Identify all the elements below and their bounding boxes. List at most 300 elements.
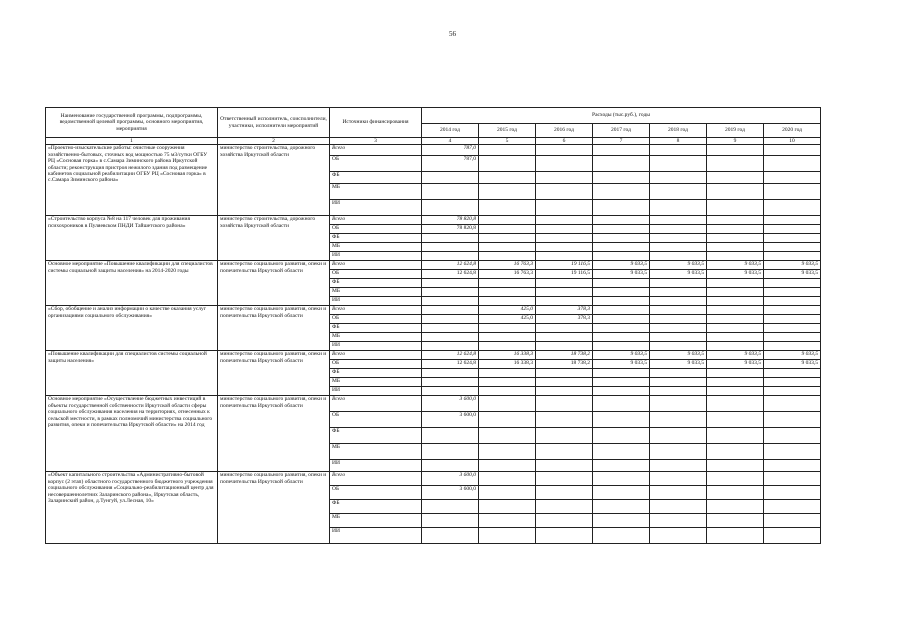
amount-cell: [422, 369, 479, 378]
amount-cell: 9 033,5: [707, 360, 764, 369]
funding-source: МБ: [330, 288, 422, 297]
amount-cell: [764, 216, 821, 225]
funding-source: МБ: [330, 333, 422, 342]
amount-cell: [707, 369, 764, 378]
amount-cell: [536, 528, 593, 544]
amount-cell: [650, 387, 707, 396]
amount-cell: [536, 333, 593, 342]
amount-cell: [707, 500, 764, 514]
amount-cell: [650, 500, 707, 514]
amount-cell: [650, 234, 707, 243]
header-year: 2019 год: [707, 124, 764, 138]
header-responsible: Ответственный исполнитель, соисполнители, участники, исполнители мероприятий: [218, 108, 330, 138]
amount-cell: [650, 324, 707, 333]
amount-cell: 19 116,5: [536, 270, 593, 279]
amount-cell: 3 600,0: [422, 412, 479, 428]
header-year: 2016 год: [536, 124, 593, 138]
funding-source: МБ: [330, 243, 422, 252]
amount-cell: [593, 369, 650, 378]
amount-cell: [479, 528, 536, 544]
funding-source: Всего: [330, 261, 422, 270]
amount-cell: [650, 486, 707, 500]
column-number: 2: [218, 138, 330, 145]
amount-cell: [422, 306, 479, 315]
amount-cell: 12 624,8: [422, 270, 479, 279]
amount-cell: [707, 333, 764, 342]
amount-cell: 9 033,5: [650, 360, 707, 369]
amount-cell: [593, 145, 650, 156]
amount-cell: [536, 369, 593, 378]
amount-cell: 9 033,5: [650, 351, 707, 360]
amount-cell: [764, 306, 821, 315]
amount-cell: [479, 514, 536, 528]
amount-cell: [650, 412, 707, 428]
amount-cell: [593, 378, 650, 387]
amount-cell: 787,0: [422, 145, 479, 156]
item-responsible: министерство социального развития, опеки и попечительства Иркутской области: [218, 261, 330, 306]
amount-cell: [479, 252, 536, 261]
amount-cell: [764, 297, 821, 306]
funding-source: МБ: [330, 378, 422, 387]
amount-cell: [764, 428, 821, 444]
amount-cell: [479, 460, 536, 472]
amount-cell: [536, 279, 593, 288]
amount-cell: 3 600,0: [422, 486, 479, 500]
item-name: Основное мероприятие «Осуществление бюджетных инвестиций в объекты государственной собственности Иркутской области сферы социального обслуживания населения на территориях, отнесенных к сельской местности, в рамках полномочий министерства социального развития, опеки и попечительства Иркутской области» на 2014 год: [46, 396, 218, 472]
amount-cell: 16 338,3: [479, 351, 536, 360]
item-name: «Сбор, обобщение и анализ информации о качестве оказания услуг организациями социального обслуживания»: [46, 306, 218, 351]
amount-cell: [536, 324, 593, 333]
amount-cell: [422, 514, 479, 528]
header-sources: Источники финансирования: [330, 108, 422, 138]
amount-cell: [422, 252, 479, 261]
amount-cell: [536, 444, 593, 460]
amount-cell: [650, 315, 707, 324]
funding-source: ИИ: [330, 297, 422, 306]
header-year: 2014 год: [422, 124, 479, 138]
amount-cell: [764, 234, 821, 243]
amount-cell: [764, 460, 821, 472]
column-number-row: [46, 138, 821, 145]
amount-cell: [593, 342, 650, 351]
amount-cell: [422, 297, 479, 306]
amount-cell: [593, 486, 650, 500]
amount-cell: 3 600,0: [422, 396, 479, 412]
amount-cell: [707, 460, 764, 472]
column-number: 7: [593, 138, 650, 145]
amount-cell: [764, 396, 821, 412]
header-year: 2020 год: [764, 124, 821, 138]
amount-cell: [536, 172, 593, 184]
amount-cell: [764, 200, 821, 216]
amount-cell: 9 033,5: [593, 261, 650, 270]
amount-cell: 16 338,3: [479, 360, 536, 369]
funding-source: МБ: [330, 514, 422, 528]
amount-cell: [707, 387, 764, 396]
amount-cell: [479, 412, 536, 428]
table-row: [46, 396, 821, 412]
amount-cell: 9 033,5: [707, 270, 764, 279]
amount-cell: [479, 378, 536, 387]
amount-cell: [707, 528, 764, 544]
amount-cell: [593, 324, 650, 333]
amount-cell: [422, 428, 479, 444]
amount-cell: [593, 333, 650, 342]
amount-cell: [764, 156, 821, 172]
amount-cell: [422, 378, 479, 387]
amount-cell: [707, 172, 764, 184]
amount-cell: 9 033,5: [593, 351, 650, 360]
amount-cell: [593, 306, 650, 315]
amount-cell: [764, 387, 821, 396]
amount-cell: [707, 315, 764, 324]
amount-cell: [422, 279, 479, 288]
item-name: «Проектно-изыскательские работы: очистные сооружения хозяйственно-бытовых, сточных вод мощностью 75 м3/сутки ОГБУ РЦ «Сосновая горка» в с.Самара Зиминского района Иркутской области; реконструкция пристроя нежилого здания под размещение кабинетов социальной реабилитации ОГБУ РЦ «Сосновая горка» в с.Самара Зиминского района»: [46, 145, 218, 216]
amount-cell: [650, 156, 707, 172]
amount-cell: [422, 444, 479, 460]
amount-cell: [650, 514, 707, 528]
table-row: [46, 261, 821, 270]
amount-cell: [479, 472, 536, 486]
amount-cell: 9 033,5: [593, 270, 650, 279]
amount-cell: [479, 369, 536, 378]
amount-cell: [764, 472, 821, 486]
amount-cell: [764, 252, 821, 261]
amount-cell: [536, 486, 593, 500]
funding-source: ФБ: [330, 324, 422, 333]
amount-cell: [422, 243, 479, 252]
funding-source: ФБ: [330, 369, 422, 378]
funding-source: ФБ: [330, 279, 422, 288]
funding-source: ФБ: [330, 500, 422, 514]
funding-source: ИИ: [330, 460, 422, 472]
amount-cell: 9 033,5: [764, 261, 821, 270]
amount-cell: [536, 252, 593, 261]
header-year: 2018 год: [650, 124, 707, 138]
amount-cell: [422, 333, 479, 342]
amount-cell: [707, 243, 764, 252]
amount-cell: [707, 156, 764, 172]
amount-cell: [422, 234, 479, 243]
header-year: 2015 год: [479, 124, 536, 138]
amount-cell: 9 033,5: [650, 270, 707, 279]
amount-cell: 12 624,8: [422, 360, 479, 369]
amount-cell: [707, 184, 764, 200]
amount-cell: [650, 243, 707, 252]
item-name: Основное мероприятие «Повышение квалификации для специалистов системы социальной защиты населения» на 2014-2020 годы: [46, 261, 218, 306]
amount-cell: [479, 324, 536, 333]
amount-cell: [536, 216, 593, 225]
amount-cell: [593, 387, 650, 396]
amount-cell: [479, 243, 536, 252]
funding-source: ОБ: [330, 486, 422, 500]
amount-cell: [593, 252, 650, 261]
amount-cell: [593, 172, 650, 184]
amount-cell: [650, 342, 707, 351]
amount-cell: [650, 396, 707, 412]
funding-source: Всего: [330, 396, 422, 412]
amount-cell: [650, 200, 707, 216]
funding-source: ОБ: [330, 315, 422, 324]
amount-cell: [536, 396, 593, 412]
amount-cell: [536, 200, 593, 216]
amount-cell: [422, 200, 479, 216]
amount-cell: [650, 216, 707, 225]
item-name: «Строительство корпуса №8 на 117 человек для проживания психохроников в Пуляевском ПНДИ Тайшетского района»: [46, 216, 218, 261]
amount-cell: [650, 444, 707, 460]
amount-cell: [707, 225, 764, 234]
amount-cell: [593, 243, 650, 252]
amount-cell: [764, 145, 821, 156]
table-row: [46, 351, 821, 360]
amount-cell: [650, 428, 707, 444]
amount-cell: [650, 297, 707, 306]
amount-cell: [536, 472, 593, 486]
amount-cell: [593, 297, 650, 306]
amount-cell: [593, 156, 650, 172]
amount-cell: 9 033,5: [764, 360, 821, 369]
amount-cell: [764, 184, 821, 200]
funding-source: ОБ: [330, 225, 422, 234]
amount-cell: [764, 514, 821, 528]
amount-cell: [764, 378, 821, 387]
funding-source: Всего: [330, 145, 422, 156]
amount-cell: [707, 486, 764, 500]
amount-cell: [764, 528, 821, 544]
amount-cell: [536, 387, 593, 396]
amount-cell: [764, 342, 821, 351]
amount-cell: [422, 324, 479, 333]
amount-cell: [650, 460, 707, 472]
column-number: 3: [330, 138, 422, 145]
amount-cell: [593, 200, 650, 216]
amount-cell: [707, 234, 764, 243]
amount-cell: [593, 396, 650, 412]
funding-source: ИИ: [330, 387, 422, 396]
amount-cell: [650, 279, 707, 288]
amount-cell: [479, 234, 536, 243]
amount-cell: 9 033,5: [764, 270, 821, 279]
amount-cell: [650, 225, 707, 234]
header-expenses: Расходы (тыс.руб.), годы: [422, 108, 821, 124]
funding-source: ИИ: [330, 200, 422, 216]
amount-cell: [650, 145, 707, 156]
amount-cell: [764, 324, 821, 333]
amount-cell: [707, 200, 764, 216]
amount-cell: 9 033,5: [593, 360, 650, 369]
amount-cell: [764, 243, 821, 252]
amount-cell: [650, 172, 707, 184]
amount-cell: [593, 216, 650, 225]
header-name: Наименование государственной программы, подпрограммы, ведомственной целевой программы, основного мероприятия, мероприятия: [46, 108, 218, 138]
amount-cell: [536, 460, 593, 472]
expenditure-table: [45, 107, 821, 544]
amount-cell: [707, 412, 764, 428]
item-responsible: министерство социального развития, опеки и попечительства Иркутской области: [218, 306, 330, 351]
amount-cell: [479, 342, 536, 351]
funding-source: ОБ: [330, 270, 422, 279]
amount-cell: [650, 528, 707, 544]
amount-cell: [593, 288, 650, 297]
amount-cell: [479, 225, 536, 234]
amount-cell: [764, 444, 821, 460]
amount-cell: [707, 396, 764, 412]
funding-source: ОБ: [330, 156, 422, 172]
item-name: «Повышение квалификации для специалистов системы социальной защиты населения»: [46, 351, 218, 396]
header-year: 2017 год: [593, 124, 650, 138]
amount-cell: 3 600,0: [422, 472, 479, 486]
amount-cell: [422, 528, 479, 544]
amount-cell: [707, 324, 764, 333]
amount-cell: [536, 500, 593, 514]
amount-cell: [707, 428, 764, 444]
amount-cell: [593, 500, 650, 514]
amount-cell: [593, 514, 650, 528]
amount-cell: [479, 200, 536, 216]
funding-source: ФБ: [330, 234, 422, 243]
column-number: 10: [764, 138, 821, 145]
amount-cell: [536, 243, 593, 252]
column-number: 5: [479, 138, 536, 145]
funding-source: Всего: [330, 216, 422, 225]
item-responsible: министерство социального развития, опеки и попечительства Иркутской области: [218, 351, 330, 396]
amount-cell: [536, 412, 593, 428]
amount-cell: 425,0: [479, 315, 536, 324]
amount-cell: 425,0: [479, 306, 536, 315]
funding-source: ИИ: [330, 252, 422, 261]
funding-source: ИИ: [330, 528, 422, 544]
amount-cell: [707, 472, 764, 486]
amount-cell: [422, 500, 479, 514]
amount-cell: [422, 460, 479, 472]
amount-cell: [650, 369, 707, 378]
amount-cell: [764, 333, 821, 342]
amount-cell: [764, 500, 821, 514]
funding-source: Всего: [330, 351, 422, 360]
amount-cell: [707, 279, 764, 288]
amount-cell: [479, 145, 536, 156]
amount-cell: [593, 472, 650, 486]
funding-source: ОБ: [330, 412, 422, 428]
amount-cell: [479, 279, 536, 288]
amount-cell: [479, 156, 536, 172]
amount-cell: [764, 486, 821, 500]
item-name: «Объект капитального строительства «Административно-бытовой корпус (2 этап) областного государственного бюджетного учреждения социального обслуживания «Социально-реабилитационный центр для несовершеннолетних Заларинского района», Иркутская область, Заларинский район, д.Тунгуй, ул.Лесная, 10»: [46, 472, 218, 544]
funding-source: ОБ: [330, 360, 422, 369]
column-number: 8: [650, 138, 707, 145]
amount-cell: [707, 342, 764, 351]
funding-source: Всего: [330, 306, 422, 315]
amount-cell: [479, 486, 536, 500]
amount-cell: [536, 145, 593, 156]
amount-cell: [593, 460, 650, 472]
amount-cell: [479, 333, 536, 342]
amount-cell: [479, 216, 536, 225]
amount-cell: [650, 184, 707, 200]
column-number: 9: [707, 138, 764, 145]
amount-cell: [422, 184, 479, 200]
amount-cell: 78 820,8: [422, 225, 479, 234]
amount-cell: [707, 216, 764, 225]
amount-cell: [593, 234, 650, 243]
amount-cell: [707, 288, 764, 297]
amount-cell: [764, 279, 821, 288]
amount-cell: 9 033,5: [707, 261, 764, 270]
amount-cell: [764, 288, 821, 297]
amount-cell: [479, 297, 536, 306]
amount-cell: 9 033,5: [764, 351, 821, 360]
amount-cell: [479, 500, 536, 514]
amount-cell: [707, 514, 764, 528]
amount-cell: [536, 234, 593, 243]
table-row: [46, 216, 821, 225]
table-row: [46, 472, 821, 486]
amount-cell: [536, 342, 593, 351]
amount-cell: 16 763,3: [479, 270, 536, 279]
amount-cell: 19 116,5: [536, 261, 593, 270]
amount-cell: [707, 252, 764, 261]
funding-source: МБ: [330, 184, 422, 200]
amount-cell: 9 033,5: [650, 261, 707, 270]
amount-cell: [479, 172, 536, 184]
amount-cell: [650, 288, 707, 297]
item-responsible: министерство строительства, дорожного хозяйства Иркутской области: [218, 145, 330, 216]
amount-cell: 18 738,2: [536, 360, 593, 369]
amount-cell: [536, 514, 593, 528]
amount-cell: [650, 252, 707, 261]
funding-source: Всего: [330, 472, 422, 486]
amount-cell: [764, 412, 821, 428]
amount-cell: [593, 528, 650, 544]
amount-cell: [650, 472, 707, 486]
amount-cell: [479, 184, 536, 200]
amount-cell: [593, 315, 650, 324]
amount-cell: [593, 444, 650, 460]
item-responsible: министерство строительства, дорожного хозяйства Иркутской области: [218, 216, 330, 261]
amount-cell: [536, 156, 593, 172]
amount-cell: [764, 369, 821, 378]
amount-cell: [422, 342, 479, 351]
amount-cell: [707, 297, 764, 306]
amount-cell: [479, 444, 536, 460]
amount-cell: 12 624,8: [422, 351, 479, 360]
amount-cell: [536, 288, 593, 297]
item-responsible: министерство социального развития, опеки и попечительства Иркутской области: [218, 396, 330, 472]
funding-source: ФБ: [330, 428, 422, 444]
amount-cell: [536, 378, 593, 387]
amount-cell: [422, 172, 479, 184]
amount-cell: [650, 306, 707, 315]
funding-source: МБ: [330, 444, 422, 460]
amount-cell: [422, 387, 479, 396]
amount-cell: [593, 225, 650, 234]
amount-cell: [764, 315, 821, 324]
amount-cell: [536, 297, 593, 306]
amount-cell: 78 820,8: [422, 216, 479, 225]
amount-cell: [593, 412, 650, 428]
amount-cell: [707, 145, 764, 156]
amount-cell: [707, 306, 764, 315]
page-number: 56: [449, 30, 456, 38]
amount-cell: [593, 428, 650, 444]
amount-cell: [479, 288, 536, 297]
table-row: [46, 306, 821, 315]
amount-cell: [650, 378, 707, 387]
column-number: 1: [46, 138, 218, 145]
amount-cell: [479, 387, 536, 396]
column-number: 6: [536, 138, 593, 145]
amount-cell: 787,0: [422, 156, 479, 172]
